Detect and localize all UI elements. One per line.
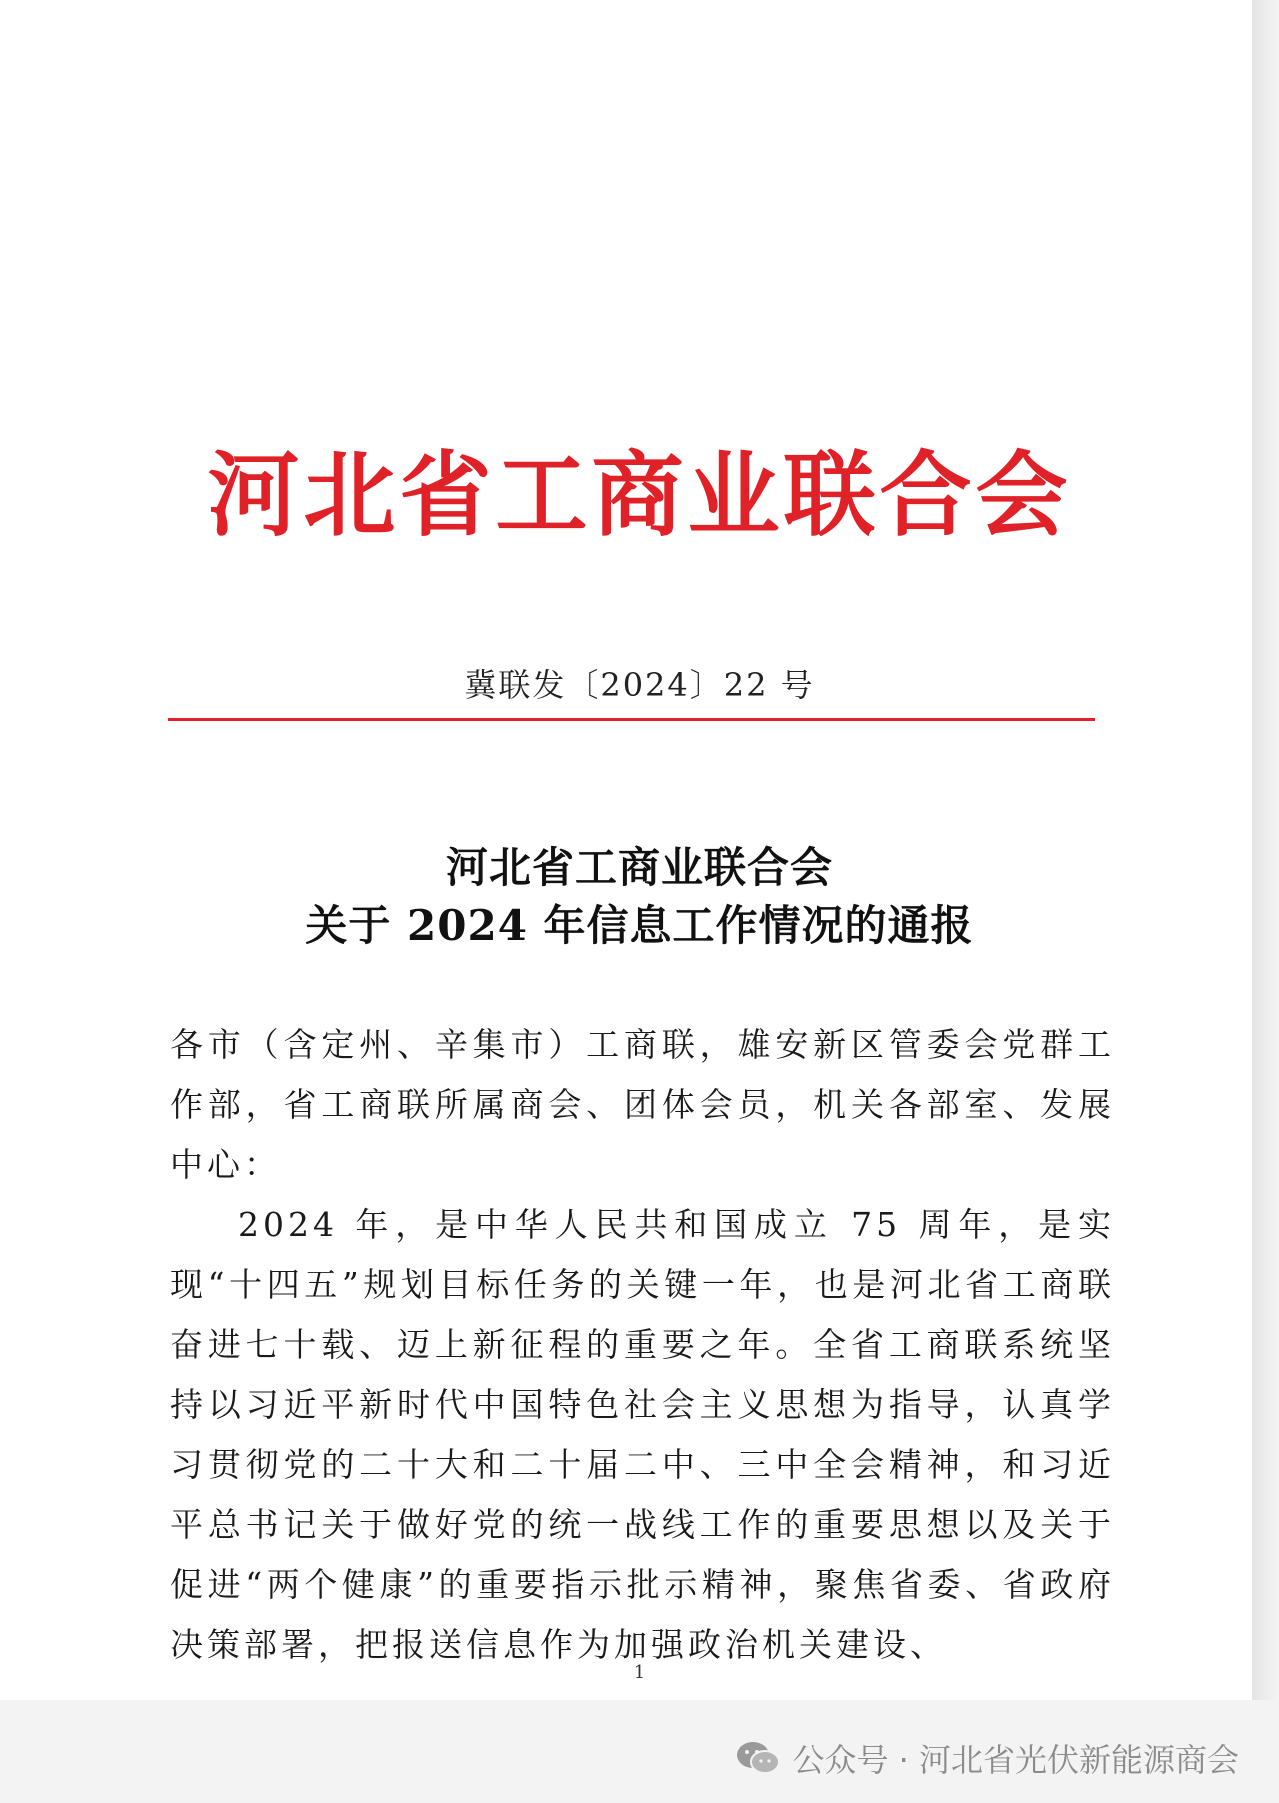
- page-number: 1: [633, 1662, 646, 1683]
- red-divider: [168, 718, 1095, 721]
- salutation-paragraph: 各市（含定州、辛集市）工商联，雄安新区管委会党群工作部，省工商联所属商会、团体会员，机关各部室、发展中心：: [170, 1025, 1115, 1184]
- body-paragraph: 2024 年，是中华人民共和国成立 75 周年，是实现“十四五”规划目标任务的关键一年，也是河北省工商联奋进七十载、迈上新征程的重要之年。全省工商联系统坚持以习近平新时代中国特色社会主义思想为指导，认真学习贯彻党的二十大和二十届二中、三中全会精神，和习近平总书记关于做好党的统一战线工作的重要思想以及关于促进“两个健康”的重要指示批示精神，聚焦省委、省政府决策部署，把报送信息作为加强政治机关建设、: [170, 1205, 1115, 1664]
- document-title-line2: 关于 2024 年信息工作情况的通报: [305, 901, 974, 950]
- watermark-text: 公众号 · 河北省光伏新能源商会: [792, 1741, 1239, 1779]
- organization-header: 河北省工商业联合会: [207, 441, 1072, 549]
- wechat-icon: [734, 1738, 782, 1778]
- page-edge-shadow: [1252, 0, 1279, 1803]
- document-title-line1: 河北省工商业联合会: [445, 843, 833, 892]
- document-number: 冀联发〔2024〕22 号: [464, 666, 815, 704]
- watermark: [734, 1735, 1239, 1781]
- document-body: [170, 1015, 1115, 1675]
